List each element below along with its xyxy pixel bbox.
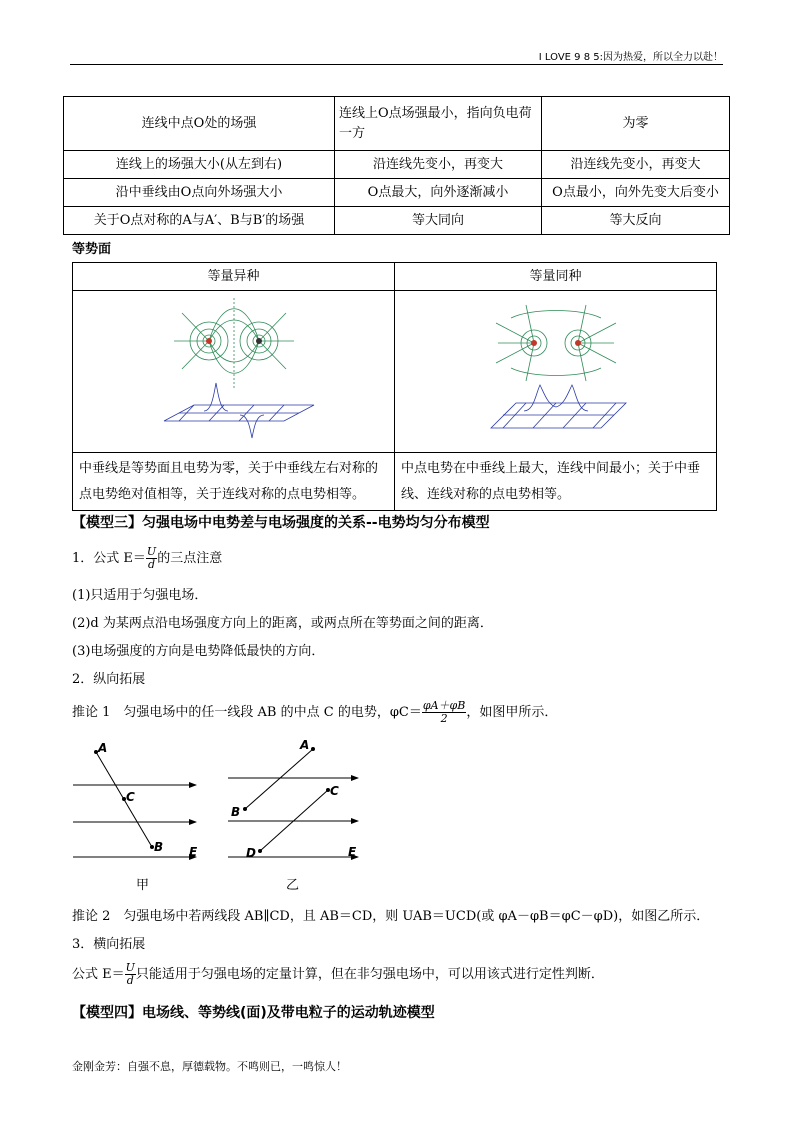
table-row [73,291,717,453]
table-header-cell: 等量异种 [73,263,395,291]
table-cell: 连线中点O处的场强 [64,97,335,151]
table-cell: 等大同向 [335,207,542,235]
paragraph [72,700,557,725]
paragraph: (2)d 为某两点沿电场强度方向上的距离，或两点所在等势面之间的距离． [72,616,493,631]
table-cell: O点最大，向外逐渐减小 [335,179,542,207]
fraction-numerator: φA＋φB [422,699,466,712]
table-header-cell: 等量同种 [395,263,717,291]
table-row [64,207,730,235]
table-row [73,453,717,511]
field-e-label: E [189,845,198,859]
table-cell: 沿连线先变小，再变大 [335,151,542,179]
paragraph: 2．纵向拓展 [72,672,146,687]
fraction-denominator: d [126,974,134,987]
point-c-label: C [330,784,339,798]
table-cell: 沿连线先变小，再变大 [542,151,730,179]
header-divider [70,64,723,65]
like-charges-figure [395,291,717,453]
fraction-numerator: U [146,545,157,558]
field-e-label: E [348,845,357,859]
table-row [64,97,730,151]
table-cell: 连线上的场强大小(从左到右) [64,151,335,179]
table-cell: 中点电势在中垂线上最大，连线中间最小；关于中垂线、连线对称的点电势相等。 [395,453,717,511]
equipotential-table [72,262,717,511]
table-row [73,263,717,291]
model3-title: 【模型三】匀强电场中电势差与电场强度的关系--电势均匀分布模型 [72,515,490,531]
table-cell: 等大反向 [542,207,730,235]
fraction [146,546,157,571]
paragraph [72,962,604,987]
page-footer: 金刚金芳：自强不息，厚德载物。不鸣则已，一鸣惊人！ [72,1060,347,1073]
text: ，如图甲所示． [466,705,558,720]
point-a-label: A [98,741,108,755]
like-charges-illustration [456,293,656,443]
text: 只能适用于匀强电场的定量计算，但在非匀强电场中，可以用该式进行定性判断． [135,967,604,982]
table-cell: 关于O点对称的A与A′、B与B′的场强 [64,207,335,235]
positive-charge-icon [206,338,212,344]
opposite-charges-illustration [134,293,334,443]
uniform-field-figures [68,735,368,895]
positive-charge-icon [531,340,537,346]
point-d-label: D [246,846,256,860]
text: 公式 E＝ [72,967,125,982]
point-c-label: C [126,790,135,804]
paragraph: 3．横向拓展 [72,937,146,952]
table-row [64,179,730,207]
point-a-label: A [300,738,310,752]
page-header: I LOVE 9 8 5:因为热爱，所以全力以赴！ [538,52,723,63]
positive-charge-icon [575,340,581,346]
point-b-label: B [154,840,164,854]
figure-yi-caption: 乙 [286,878,300,893]
figure-jia-caption: 甲 [136,878,150,893]
table-cell: 为零 [542,97,730,151]
table-cell: 沿中垂线由O点向外场强大小 [64,179,335,207]
text: 推论 1 匀强电场中的任一线段 AB 的中点 C 的电势，φC＝ [72,705,422,720]
paragraph: (3)电场强度的方向是电势降低最快的方向． [72,644,325,659]
paragraph: (1)只适用于匀强电场． [72,588,208,603]
section-title: 等势面 [72,242,112,257]
fraction [422,700,466,725]
negative-charge-icon [256,338,262,344]
table-row [64,151,730,179]
point-b-label: B [231,805,241,819]
fraction-numerator: U [125,961,135,974]
fraction-denominator: 2 [440,712,448,725]
paragraph: 推论 2 匀强电场中若两线段 AB∥CD，且 AB＝CD，则 UAB＝UCD(或 φA－φB＝φC－φD)，如图乙所示． [72,909,710,924]
field-comparison-table [63,96,730,235]
text: 1．公式 E＝ [72,551,146,566]
table-cell: 连线上O点场强最小，指向负电荷一方 [335,97,542,151]
model4-title: 【模型四】电场线、等势线(面)及带电粒子的运动轨迹模型 [72,1005,435,1021]
paragraph [72,546,222,571]
table-cell: O点最小，向外先变大后变小 [542,179,730,207]
text: 的三点注意 [157,551,223,566]
fraction-denominator: d [148,558,156,571]
fraction [125,962,136,987]
table-cell: 中垂线是等势面且电势为零，关于中垂线左右对称的点电势绝对值相等，关于连线对称的点电势相等。 [73,453,395,511]
opposite-charges-figure [73,291,395,453]
